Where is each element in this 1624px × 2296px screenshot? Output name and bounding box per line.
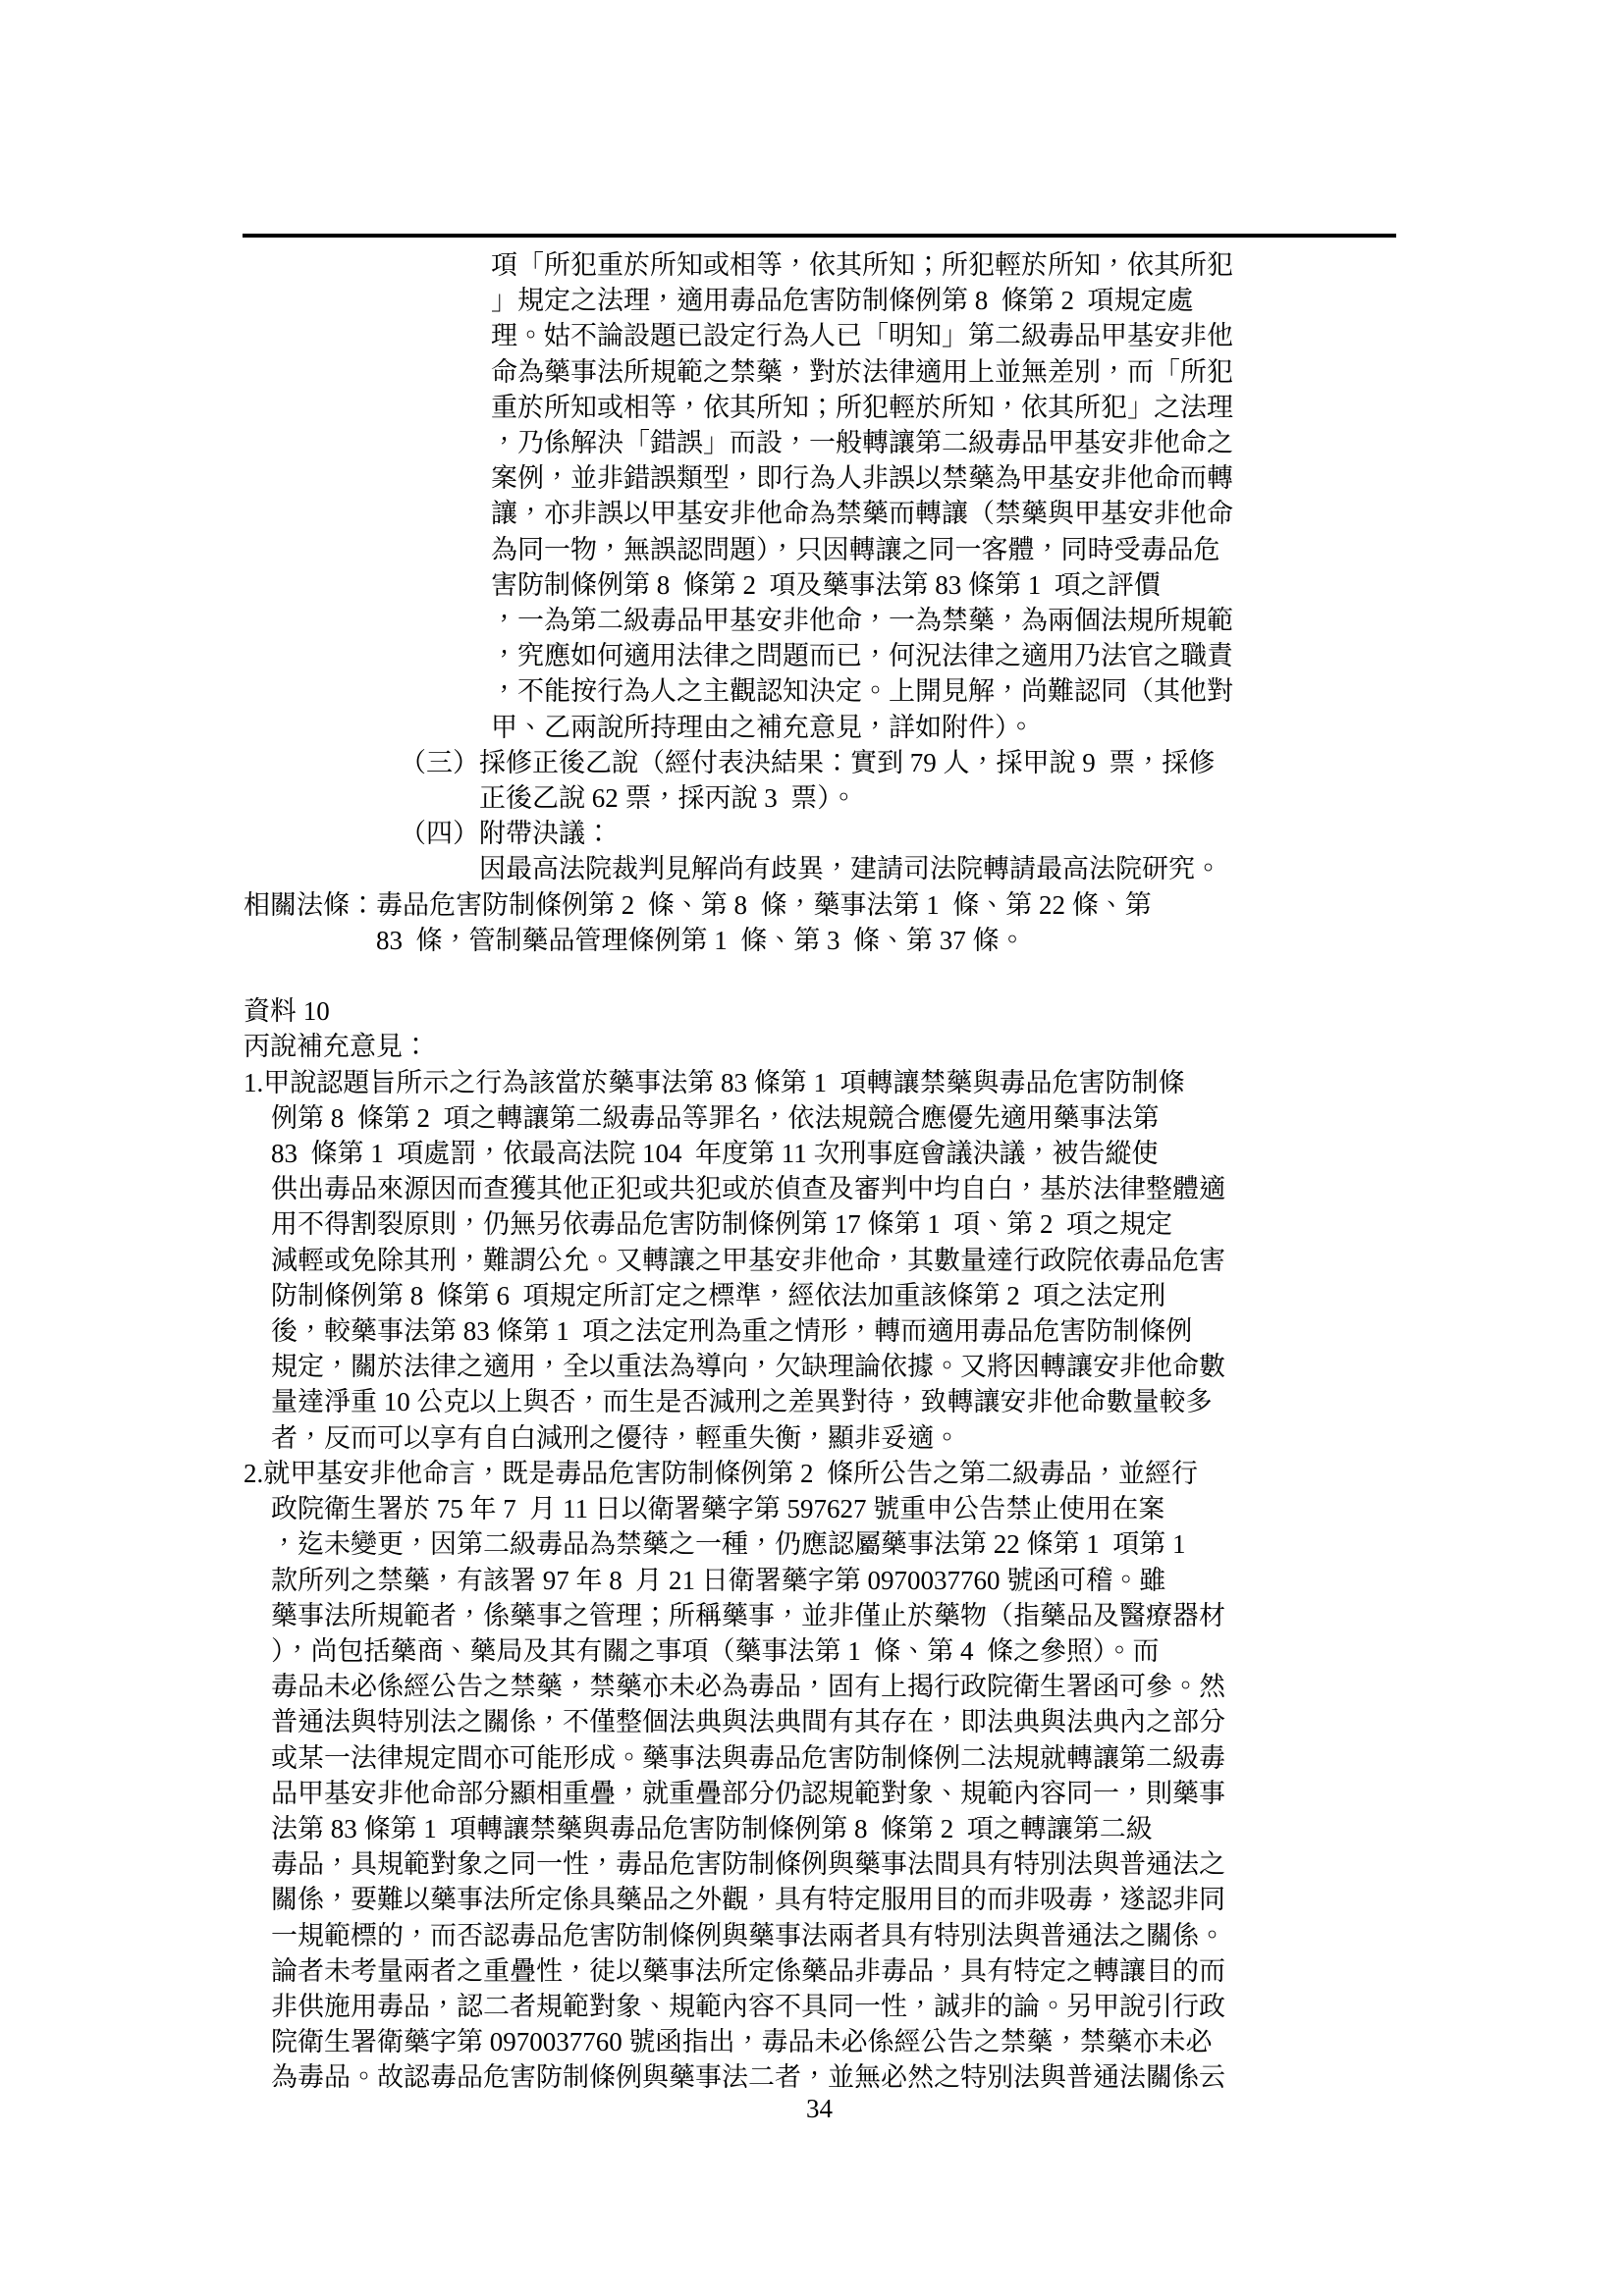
text-line: 為同一物，無誤認問題），只因轉讓之同一客體，同時受毒品危 <box>491 534 1220 564</box>
text-line: （三）採修正後乙說（經付表決結果：實到 79 人，採甲說 9 票，採修 <box>400 747 1216 777</box>
material-subtitle: 丙說補充意見： <box>244 1032 429 1062</box>
text-line: 2.就甲基安非他命言，既是毒品危害防制條例第 2 條所公告之第二級毒品，並經行 <box>244 1458 1198 1488</box>
text-line: ，不能按行為人之主觀認知決定。上開見解，尚難認同（其他對 <box>491 676 1233 707</box>
text-line: 法第 83 條第 1 項轉讓禁藥與毒品危害防制條例第 8 條第 2 項之轉讓第二級 <box>271 1813 1153 1843</box>
text-line: 關係，要難以藥事法所定係具藥品之外觀，具有特定服用目的而非吸毒，遂認非同 <box>271 1885 1225 1915</box>
related-statutes <box>244 887 1382 958</box>
text-line: 者，反而可以享有自白減刑之優待，輕重失衡，顯非妥適。 <box>271 1422 960 1453</box>
text-line: 政院衛生署於 75 年 7 月 11 日以衛署藥字第 597627 號重申公告禁止使用在案 <box>271 1494 1165 1524</box>
text-line: 例第 8 條第 2 項之轉讓第二級毒品等罪名，依法規競合應優先適用藥事法第 <box>271 1102 1160 1133</box>
text-line: 項「所犯重於所知或相等，依其所知；所犯輕於所知，依其所犯 <box>491 250 1233 280</box>
text-line: 因最高法院裁判見解尚有歧異，建請司法院轉請最高法院研究。 <box>479 854 1221 884</box>
text-line: 規定，關於法律之適用，全以重法為導向，欠缺理論依據。又將因轉讓安非他命數 <box>271 1352 1225 1382</box>
text-line: 品甲基安非他命部分顯相重疊，就重疊部分仍認規範對象、規範內容同一，則藥事 <box>271 1778 1225 1808</box>
text-line: 」規定之法理，適用毒品危害防制條例第 8 條第 2 項規定處 <box>491 286 1194 316</box>
text-line: 普通法與特別法之關係，不僅整個法典與法典間有其存在，即法典與法典內之部分 <box>271 1707 1225 1737</box>
page-content <box>244 247 1382 2096</box>
text-line: 藥事法所規範者，係藥事之管理；所稱藥事，並非僅止於藥物（指藥品及醫療器材 <box>271 1600 1225 1630</box>
resolution-item-3 <box>400 745 1382 816</box>
text-line: 相關法條：毒品危害防制條例第 2 條、第 8 條，藥事法第 1 條、第 22 條、第 <box>244 889 1152 920</box>
text-line: 1.甲說認題旨所示之行為該當於藥事法第 83 條第 1 項轉讓禁藥與毒品危害防制條 <box>244 1067 1185 1097</box>
text-line: 減輕或免除其刑，難謂公允。又轉讓之甲基安非他命，其數量達行政院依毒品危害 <box>271 1245 1225 1275</box>
text-line: 一規範標的，而否認毒品危害防制條例與藥事法兩者具有特別法與普通法之關係。 <box>271 1920 1225 1950</box>
text-line: 重於所知或相等，依其所知；所犯輕於所知，依其所犯」之法理 <box>491 392 1233 422</box>
text-line: 讓，亦非誤以甲基安非他命為禁藥而轉讓（禁藥與甲基安非他命 <box>491 499 1233 529</box>
text-line: 防制條例第 8 條第 6 項規定所訂定之標準，經依法加重該條第 2 項之法定刑 <box>271 1280 1166 1310</box>
text-line: 量達淨重 10 公克以上與否，而生是否減刑之差異對待，致轉讓安非他命數量較多 <box>271 1387 1213 1417</box>
text-line: ，一為第二級毒品甲基安非他命，一為禁藥，為兩個法規所規範 <box>491 606 1233 636</box>
text-line: 論者未考量兩者之重疊性，徒以藥事法所定係藥品非毒品，具有特定之轉讓目的而 <box>271 1955 1225 1986</box>
page-number: 34 <box>806 2094 833 2123</box>
text-line: 毒品，具規範對象之同一性，毒品危害防制條例與藥事法間具有特別法與普通法之 <box>271 1849 1225 1880</box>
text-line: 案例，並非錯誤類型，即行為人非誤以禁藥為甲基安非他命而轉 <box>491 463 1233 494</box>
text-line: ，迄未變更，因第二級毒品為禁藥之一種，仍應認屬藥事法第 22 條第 1 項第 1 <box>271 1529 1186 1560</box>
header-divider <box>243 234 1396 238</box>
text-line: 款所列之禁藥，有該署 97 年 8 月 21 日衛署藥字第 0970037760 號函可稽。雖 <box>271 1565 1166 1595</box>
resolution-item-4 <box>400 816 1382 886</box>
text-line: 毒品未必係經公告之禁藥，禁藥亦未必為毒品，固有上揭行政院衛生署函可參。然 <box>271 1672 1225 1702</box>
text-line: 供出毒品來源因而查獲其他正犯或共犯或於偵查及審判中均自白，基於法律整體適 <box>271 1174 1225 1204</box>
text-line: 院衛生署衛藥字第 0970037760 號函指出，毒品未必係經公告之禁藥，禁藥亦未必 <box>271 2027 1213 2057</box>
text-line: 非供施用毒品，認二者規範對象、規範內容不具同一性，誠非的論。另甲說引行政 <box>271 1991 1225 2021</box>
text-line: 83 條，管制藥品管理條例第 1 條、第 3 條、第 37 條。 <box>376 925 1026 955</box>
text-line: 命為藥事法所規範之禁藥，對於法律適用上並無差別，而「所犯 <box>491 356 1233 387</box>
text-line: 正後乙說 62 票，採丙說 3 票）。 <box>479 783 857 814</box>
material-point-1 <box>244 1065 1382 1456</box>
text-line: ，究應如何適用法律之問題而已，何況法律之適用乃法官之職責 <box>491 641 1233 671</box>
text-line: （四）附帶決議： <box>400 819 612 849</box>
material-title: 資料 10 <box>244 996 330 1027</box>
text-line: 為毒品。故認毒品危害防制條例與藥事法二者，並無必然之特別法與普通法關係云 <box>271 2062 1225 2093</box>
text-line: 理。姑不論設題已設定行為人已「明知」第二級毒品甲基安非他 <box>491 321 1233 351</box>
text-line: 或某一法律規定間亦可能形成。藥事法與毒品危害防制條例二法規就轉讓第二級毒 <box>271 1742 1225 1773</box>
text-line: 83 條第 1 項處罰，依最高法院 104 年度第 11 次刑事庭會議決議，被告縱使 <box>271 1139 1159 1169</box>
text-line: 害防制條例第 8 條第 2 項及藥事法第 83 條第 1 項之評價 <box>491 569 1161 600</box>
text-line: ，乃係解決「錯誤」而設，一般轉讓第二級毒品甲基安非他命之 <box>491 428 1233 458</box>
text-line: 甲、乙兩說所持理由之補充意見，詳如附件）。 <box>491 712 1035 742</box>
paragraph-continuation <box>491 247 1382 745</box>
text-line: ），尚包括藥商、藥局及其有關之事項（藥事法第 1 條、第 4 條之參照）。而 <box>271 1635 1160 1666</box>
text-line: 用不得割裂原則，仍無另依毒品危害防制條例第 17 條第 1 項、第 2 項之規定 <box>271 1209 1172 1240</box>
material-point-2 <box>244 1456 1382 2096</box>
text-line: 後，較藥事法第 83 條第 1 項之法定刑為重之情形，轉而適用毒品危害防制條例 <box>271 1316 1193 1347</box>
